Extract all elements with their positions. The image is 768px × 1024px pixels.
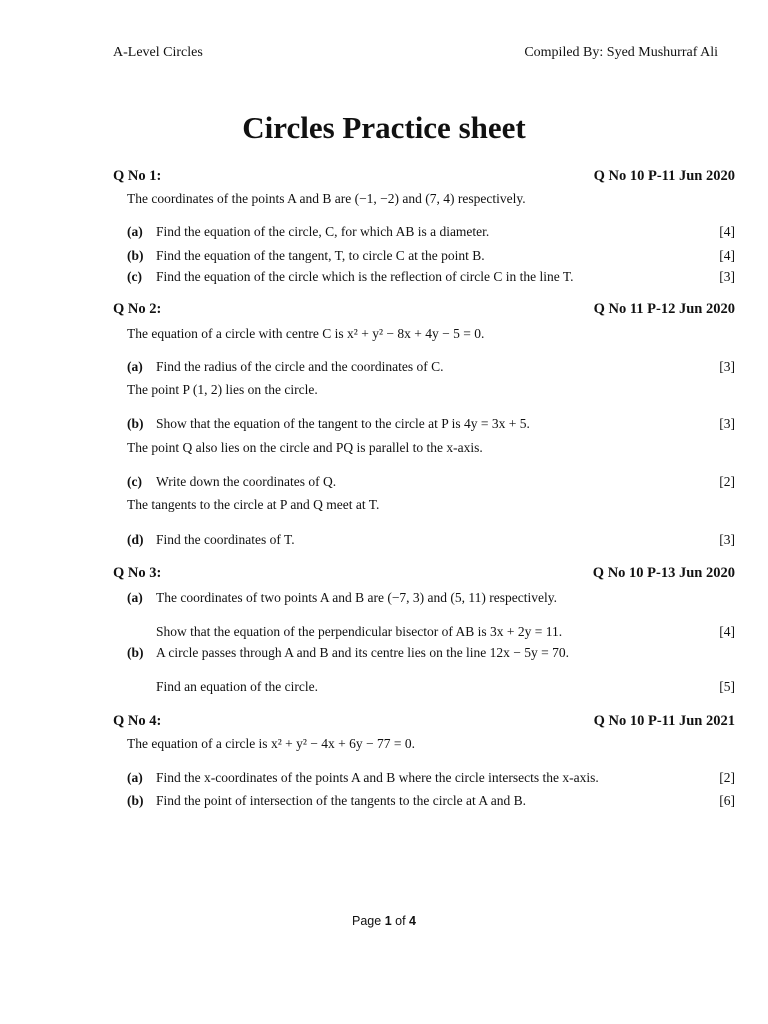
part-marks: [4]	[719, 624, 735, 639]
part-d	[127, 532, 735, 548]
page-title: Circles Practice sheet	[242, 110, 526, 145]
part-label: (b)	[127, 416, 144, 431]
question-source: Q No 10 P-11 Jun 2020	[593, 168, 735, 184]
part-c	[127, 269, 735, 285]
part-b	[127, 645, 735, 661]
part-text: Find the radius of the circle and the coordinates of C.	[156, 359, 444, 374]
part-text: The coordinates of two points A and B are (−7, 3) and (5, 11) respectively.	[156, 590, 558, 605]
part-text: Find the coordinates of T.	[156, 532, 295, 547]
question-intro: The equation of a circle is x² + y² − 4x + 6y − 77 = 0.	[127, 736, 415, 751]
question-source: Q No 11 P-12 Jun 2020	[593, 301, 735, 317]
part-text: Find the equation of the circle which is the reflection of circle C in the line T.	[156, 269, 574, 284]
part-a	[127, 359, 735, 375]
part-label: (a)	[127, 770, 143, 785]
question-2	[113, 301, 735, 556]
question-label: Q No 1:	[113, 168, 162, 184]
page-footer	[0, 914, 768, 928]
part-label: (b)	[127, 645, 144, 660]
footer-current-page: 1	[384, 914, 392, 928]
part-label: (c)	[127, 474, 142, 489]
part-b	[127, 248, 735, 264]
part-text: Find the point of intersection of the tangents to the circle at A and B.	[156, 793, 527, 808]
part-b	[127, 416, 735, 432]
footer-total-pages: 4	[409, 914, 416, 928]
question-intro: The equation of a circle with centre C is x² + y² − 8x + 4y − 5 = 0.	[127, 326, 485, 341]
part-label: (c)	[127, 269, 142, 284]
part-text: Write down the coordinates of Q.	[156, 474, 337, 489]
question-note: The point Q also lies on the circle and PQ is parallel to the x-axis.	[127, 440, 483, 455]
part-text: Find the equation of the tangent, T, to circle C at the point B.	[156, 248, 485, 263]
question-3	[113, 565, 735, 700]
question-source: Q No 10 P-11 Jun 2021	[593, 713, 735, 729]
question-source: Q No 10 P-13 Jun 2020	[592, 565, 735, 581]
footer-middle: of	[391, 914, 410, 928]
part-marks	[705, 590, 735, 606]
question-4	[113, 713, 735, 813]
part-b	[127, 793, 735, 809]
part-text: Show that the equation of the perpendicular bisector of AB is 3x + 2y = 11.	[156, 624, 563, 639]
part-marks: [3]	[719, 416, 735, 431]
part-text: Find an equation of the circle.	[156, 679, 318, 694]
question-note: The tangents to the circle at P and Q meet at T.	[127, 497, 380, 512]
question-label: Q No 2:	[113, 301, 162, 317]
question-note: The point P (1, 2) lies on the circle.	[127, 382, 318, 397]
question-1	[113, 168, 735, 288]
header-left: A-Level Circles	[113, 45, 203, 60]
part-marks: [5]	[719, 679, 735, 694]
part-marks: [4]	[719, 224, 735, 239]
part-label: (b)	[127, 248, 144, 263]
part-c	[127, 474, 735, 490]
part-marks: [4]	[719, 248, 735, 263]
part-marks: [2]	[719, 770, 735, 785]
part-label: (d)	[127, 532, 144, 547]
part-label: (a)	[127, 590, 143, 605]
part-marks: [3]	[719, 359, 735, 374]
header-right: Compiled By: Syed Mushurraf Ali	[524, 45, 718, 60]
part-text: Find the x-coordinates of the points A and B where the circle intersects the x-axis.	[156, 770, 599, 785]
part-a	[127, 770, 735, 786]
part-marks: [2]	[719, 474, 735, 489]
part-text: Show that the equation of the tangent to the circle at P is 4y = 3x + 5.	[156, 416, 530, 431]
part-text: A circle passes through A and B and its centre lies on the line 12x − 5y = 70.	[156, 645, 570, 660]
part-text: Find the equation of the circle, C, for which AB is a diameter.	[156, 224, 490, 239]
question-intro: The coordinates of the points A and B are (−1, −2) and (7, 4) respectively.	[127, 191, 526, 206]
part-marks: [3]	[719, 269, 735, 284]
question-label: Q No 3:	[113, 565, 162, 581]
part-followup	[156, 679, 735, 695]
part-marks: [6]	[719, 793, 735, 808]
part-a	[127, 590, 735, 606]
part-marks: [3]	[719, 532, 735, 547]
part-marks	[705, 645, 735, 661]
part-label: (a)	[127, 359, 143, 374]
part-label: (b)	[127, 793, 144, 808]
part-label: (a)	[127, 224, 143, 239]
part-followup	[156, 624, 735, 640]
footer-prefix: Page	[352, 914, 385, 928]
part-a	[127, 224, 735, 240]
question-label: Q No 4:	[113, 713, 162, 729]
